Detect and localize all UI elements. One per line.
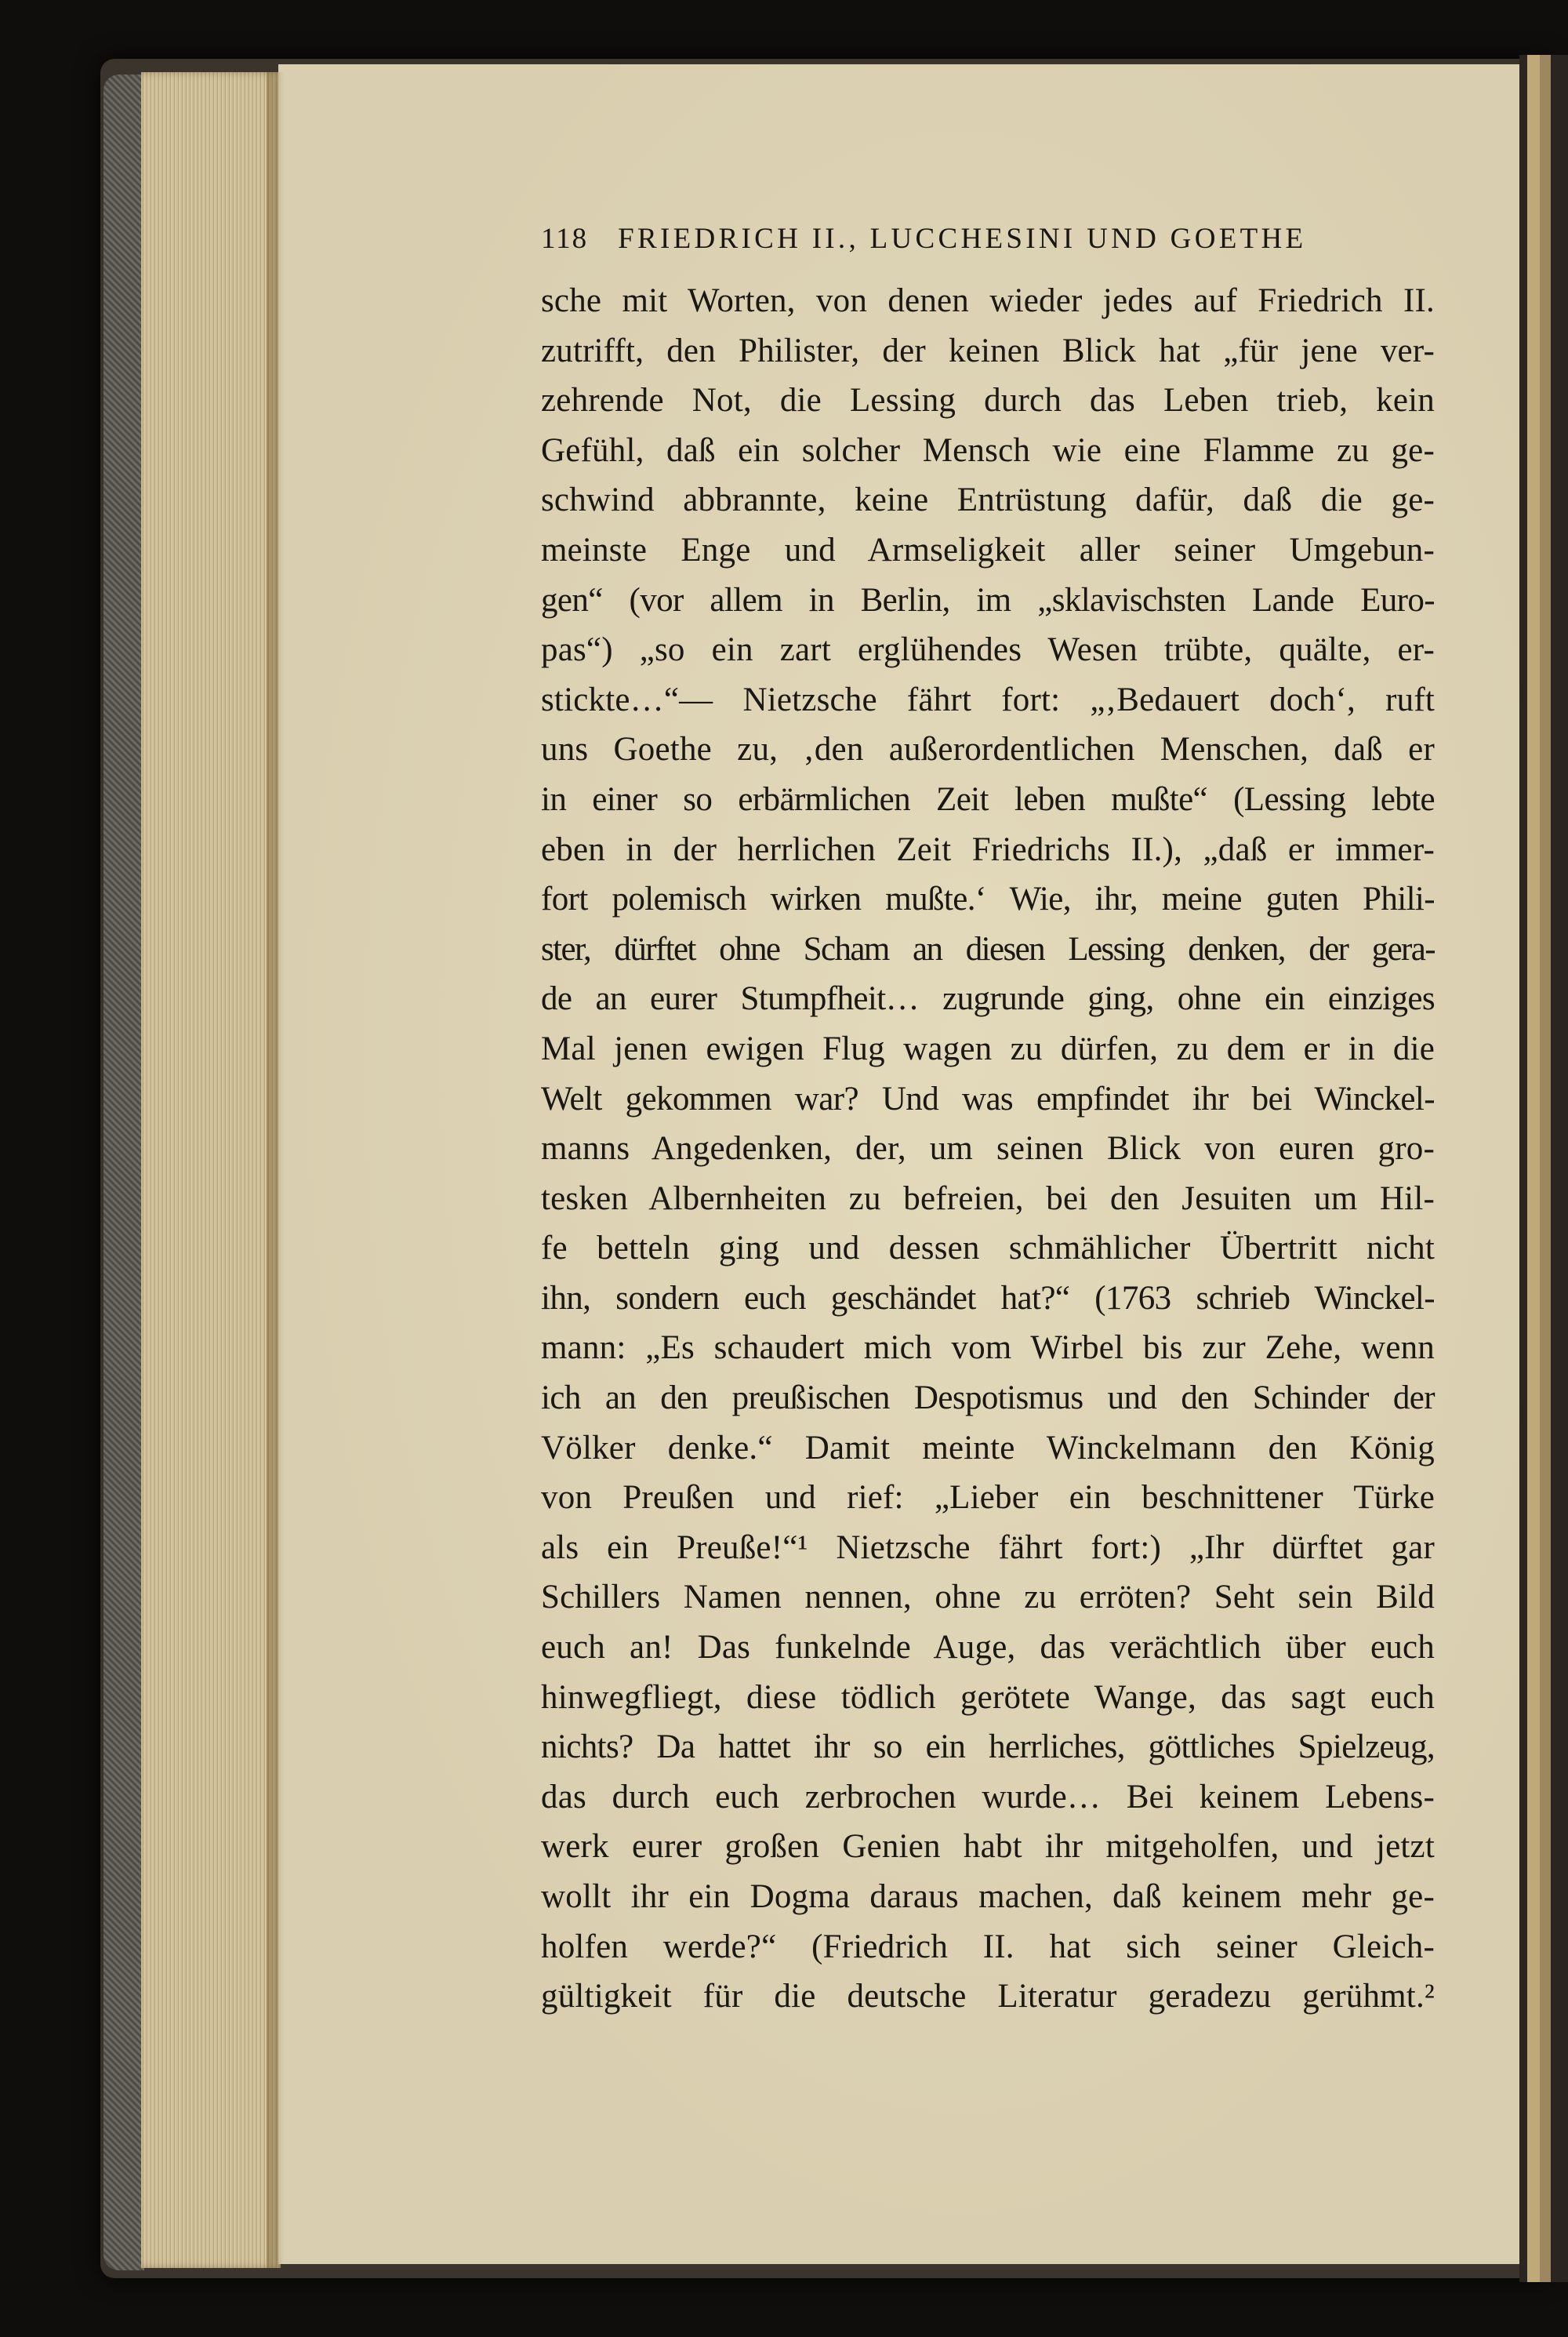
text-line: als ein Preuße!“¹ Nietzsche fährt fort:) „Ihr dürftet gar — [541, 1528, 1435, 1566]
text-line: sche mit Worten, von denen wieder jedes auf Friedrich II. — [541, 282, 1435, 319]
text-line: wollt ihr ein Dogma daraus machen, daß keinem mehr ge- — [541, 1878, 1435, 1915]
text-line: eben in der herrlichen Zeit Friedrichs II.), „daß er immer- — [541, 830, 1435, 868]
book-spine-edge — [103, 75, 144, 2270]
text-line: manns Angedenken, der, um seinen Blick von euren gro- — [541, 1130, 1435, 1168]
text-line: Schillers Namen nennen, ohne zu erröten? Seht sein Bild — [541, 1579, 1435, 1616]
text-line: gültigkeit für die deutsche Literatur geradezu gerühmt.² — [541, 1978, 1435, 2015]
text-line: fort polemisch wirken mußte.‘ Wie, ihr, meine guten Phili- — [541, 881, 1435, 918]
text-line: nichts? Da hattet ihr so ein herrliches, göttliches Spielzeug, — [541, 1728, 1435, 1766]
text-line: pas“) „so ein zart erglühendes Wesen trübte, quälte, er- — [541, 631, 1435, 669]
text-line: mann: „Es schaudert mich vom Wirbel bis zur Zehe, wenn — [541, 1329, 1435, 1367]
text-line: zehrende Not, die Lessing durch das Leben trieb, kein — [541, 382, 1435, 420]
text-line: uns Goethe zu, ‚den außerordentlichen Menschen, daß er — [541, 731, 1435, 769]
text-line: hinwegfliegt, diese tödlich gerötete Wange, das sagt euch — [541, 1678, 1435, 1716]
text-line: tesken Albernheiten zu befreien, bei den Jesuiten um Hil- — [541, 1179, 1435, 1217]
text-line: gen“ (vor allem in Berlin, im „sklavischsten Lande Euro- — [541, 581, 1435, 619]
running-head — [541, 222, 1435, 261]
text-line: ster, dürftet ohne Scham an diesen Lessing denken, der gera- — [541, 930, 1435, 968]
page-number: 118 — [541, 223, 589, 255]
text-line: euch an! Das funkelnde Auge, das verächtlich über euch — [541, 1629, 1435, 1666]
text-line: holfen werde?“ (Friedrich II. hat sich seiner Gleich- — [541, 1928, 1435, 1965]
text-line: fe betteln ging und dessen schmählicher Übertritt nicht — [541, 1230, 1435, 1267]
text-line: meinste Enge und Armseligkeit aller seiner Umgebun- — [541, 531, 1435, 569]
text-line: Gefühl, daß ein solcher Mensch wie eine Flamme zu ge- — [541, 431, 1435, 469]
text-line: Welt gekommen war? Und was empfindet ihr bei Winckel- — [541, 1080, 1435, 1118]
text-line: werk eurer großen Genien habt ihr mitgeholfen, und jetzt — [541, 1828, 1435, 1866]
text-line: in einer so erbärmlichen Zeit leben mußte“ (Lessing lebte — [541, 780, 1435, 818]
body-text — [541, 276, 1435, 2022]
text-line: zutrifft, den Philister, der keinen Blick hat „für jene ver- — [541, 332, 1435, 369]
text-line: Völker denke.“ Damit meinte Winckelmann den König — [541, 1429, 1435, 1467]
text-line: von Preußen und rief: „Lieber ein beschnittener Türke — [541, 1479, 1435, 1517]
text-line: ich an den preußischen Despotismus und den Schinder der — [541, 1379, 1435, 1417]
text-line: stickte…“— Nietzsche fährt fort: „‚Bedauert doch‘, ruft — [541, 681, 1435, 718]
chapter-title: FRIEDRICH II., LUCCHESINI UND GOETHE — [618, 223, 1307, 255]
page-edges — [141, 72, 281, 2268]
text-line: das durch euch zerbrochen wurde… Bei keinem Lebens- — [541, 1778, 1435, 1815]
facing-page-edge — [1519, 55, 1568, 2282]
text-line: schwind abbrannte, keine Entrüstung dafür, daß die ge- — [541, 482, 1435, 519]
text-line: de an eurer Stumpfheit… zugrunde ging, ohne ein einziges — [541, 980, 1435, 1018]
text-line: ihn, sondern euch geschändet hat?“ (1763 schrieb Winckel- — [541, 1279, 1435, 1317]
text-line: Mal jenen ewigen Flug wagen zu dürfen, zu dem er in die — [541, 1030, 1435, 1067]
page-edge-shadow — [267, 72, 284, 2268]
